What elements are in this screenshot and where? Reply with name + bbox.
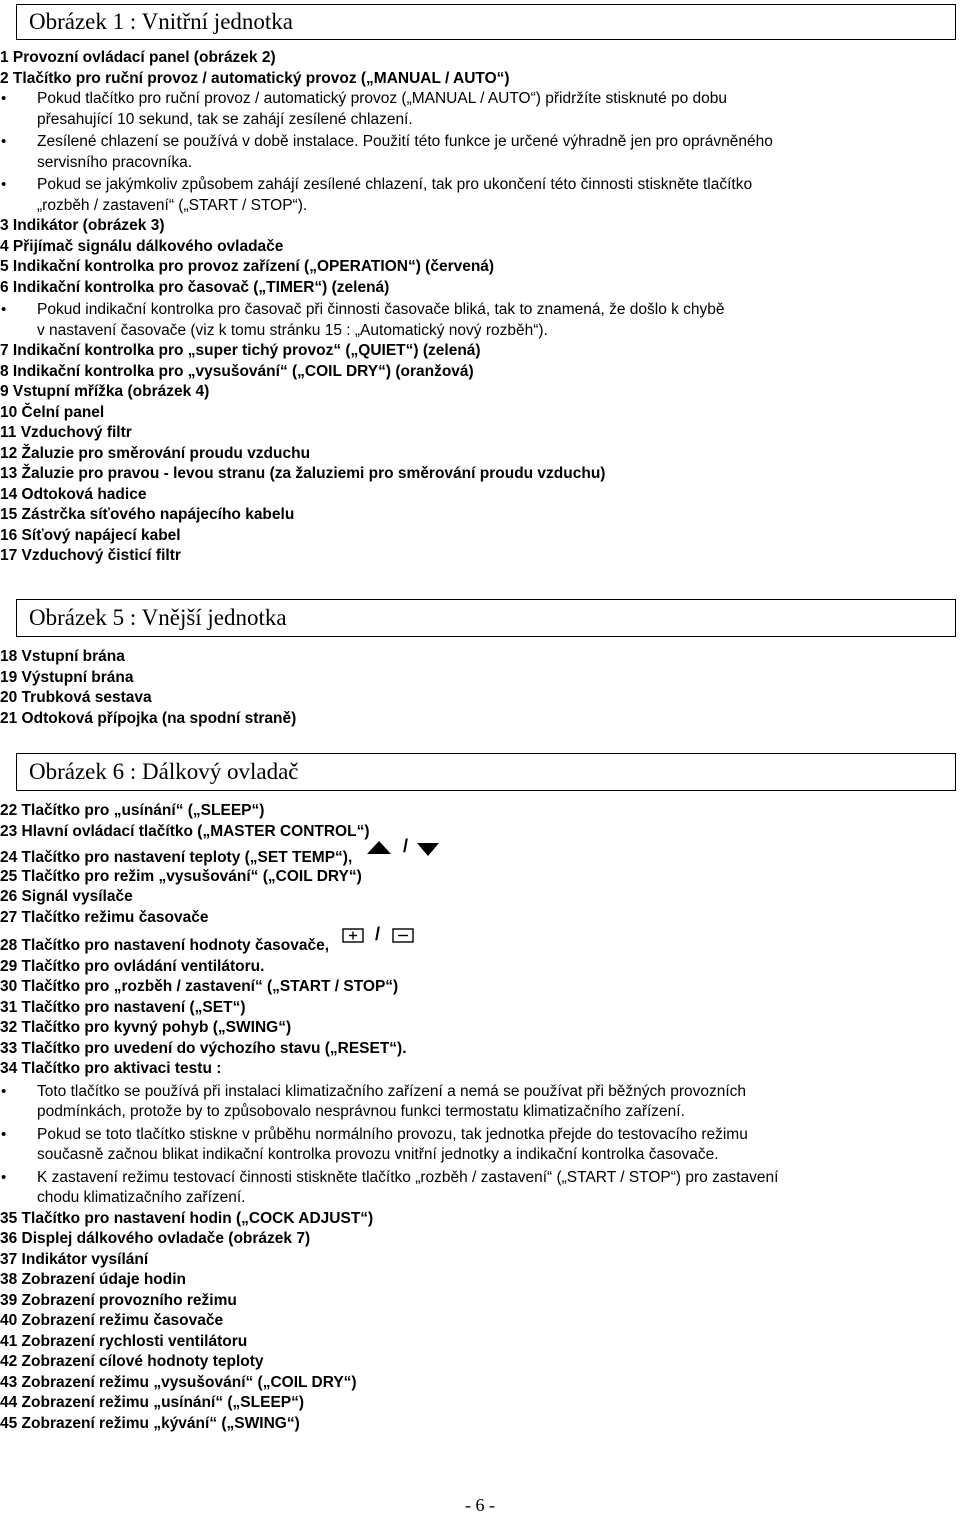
list-item: 39 Zobrazení provozního režimu <box>0 1291 237 1309</box>
bullet-item <box>0 1168 960 1209</box>
bullet-item <box>0 1082 960 1123</box>
list-item: 4 Přijímač signálu dálkového ovladače <box>0 237 284 255</box>
bullet-text: „rozběh / zastavení“ („START / STOP“). <box>37 196 308 214</box>
bullet-text: v nastavení časovače (viz k tomu stránku 15 : „Automatický nový rozběh“). <box>37 321 548 339</box>
list-item: 10 Čelní panel <box>0 403 105 421</box>
list-item: 35 Tlačítko pro nastavení hodin („COCK ADJUST“) <box>0 1209 374 1227</box>
list-item: 26 Signál vysílače <box>0 888 133 905</box>
list-item: 1 Provozní ovládací panel (obrázek 2) <box>0 49 276 66</box>
remote-control-list <box>0 801 960 1434</box>
section-heading-outdoor-unit <box>16 599 956 637</box>
temp-up-down-icon <box>365 838 441 860</box>
list-item: 5 Indikační kontrolka pro provoz zařízení („OPERATION“) (červená) <box>0 258 495 275</box>
bullet-icon: • <box>1 301 7 318</box>
bullet-icon: • <box>1 176 7 193</box>
section-title: Obrázek 6 : Dálkový ovladač <box>29 759 299 784</box>
bullet-icon: • <box>1 1082 7 1100</box>
list-item <box>0 924 960 957</box>
list-item: 18 Vstupní brána <box>0 648 125 665</box>
bullet-icon: • <box>1 1168 7 1186</box>
list-item <box>0 837 960 869</box>
section-title: Obrázek 5 : Vnější jednotka <box>29 605 287 630</box>
timer-icons <box>341 925 419 954</box>
list-item: 21 Odtoková přípojka (na spodní straně) <box>0 709 297 727</box>
list-item: 41 Zobrazení rychlosti ventilátoru <box>0 1332 248 1350</box>
list-item: 42 Zobrazení cílové hodnoty teploty <box>0 1353 264 1370</box>
bullet-text: Pokud se jakýmkoliv způsobem zahájí zesílené chlazení, tak pro ukončení této činnosti stiskněte tlačítko <box>37 176 753 193</box>
list-item: 45 Zobrazení režimu „kývání“ („SWING“) <box>0 1414 300 1432</box>
list-item: 27 Tlačítko režimu časovače <box>0 908 209 926</box>
list-item: 33 Tlačítko pro uvedení do výchozího stavu („RESET“). <box>0 1039 407 1057</box>
list-item: 20 Trubková sestava <box>0 689 152 706</box>
bullet-icon: • <box>1 133 7 150</box>
list-item: 17 Vzduchový čisticí filtr <box>0 547 181 564</box>
list-item: 19 Výstupní brána <box>0 668 134 686</box>
list-item: 23 Hlavní ovládací tlačítko („MASTER CONTROL“) <box>0 822 370 840</box>
list-item: 25 Tlačítko pro režim „vysušování“ („COIL DRY“) <box>0 867 362 885</box>
list-item: 11 Vzduchový filtr <box>0 424 132 441</box>
bullet-item <box>0 175 960 216</box>
temp-icons <box>365 838 441 867</box>
bullet-text: Pokud se toto tlačítko stiskne v průběhu normálního provozu, tak jednotka přejde do testovacího režimu <box>37 1125 748 1143</box>
section-title: Obrázek 1 : Vnitřní jednotka <box>29 9 294 34</box>
bullet-item <box>0 89 960 130</box>
bullet-text: Toto tlačítko se používá při instalaci klimatizačního zařízení a nemá se používat při běžných provozních <box>37 1082 747 1100</box>
list-item: 15 Zástrčka síťového napájecího kabelu <box>0 506 295 523</box>
list-item: 34 Tlačítko pro aktivaci testu : <box>0 1060 222 1077</box>
list-item: 36 Displej dálkového ovladače (obrázek 7) <box>0 1230 311 1247</box>
list-item-text: 24 Tlačítko pro nastavení teploty („SET TEMP“), <box>0 849 353 866</box>
section-heading-remote-control <box>16 753 956 791</box>
list-item: 7 Indikační kontrolka pro „super tichý provoz“ („QUIET“) (zelená) <box>0 342 481 359</box>
list-item: 2 Tlačítko pro ruční provoz / automatický provoz („MANUAL / AUTO“) <box>0 69 510 87</box>
page-number: - 6 - <box>465 1495 495 1515</box>
bullet-text: Pokud indikační kontrolka pro časovač při činnosti časovače bliká, tak to znamená, že došlo k chybě <box>37 301 725 318</box>
svg-text:/: / <box>375 924 381 944</box>
bullet-text: Zesílené chlazení se používá v době instalace. Použití této funkce je určené výhradně jen pro oprávněného <box>37 133 773 150</box>
list-item: 43 Zobrazení režimu „vysušování“ („COIL DRY“) <box>0 1373 357 1391</box>
bullet-item <box>0 1125 960 1166</box>
list-item: 8 Indikační kontrolka pro „vysušování“ („COIL DRY“) (oranžová) <box>0 362 474 380</box>
bullet-item <box>0 132 960 173</box>
list-item: 30 Tlačítko pro „rozběh / zastavení“ („START / STOP“) <box>0 978 399 995</box>
bullet-text: současně začnou blikat indikační kontrolka provozu vnitřní jednotky a indikační kontrolka časovače. <box>37 1146 719 1163</box>
bullet-text: Pokud tlačítko pro ruční provoz / automatický provoz („MANUAL / AUTO“) přidržíte stisknuté po dobu <box>37 90 728 107</box>
list-item: 6 Indikační kontrolka pro časovač („TIMER“) (zelená) <box>0 278 390 296</box>
bullet-text: podmínkách, protože by to způsobovalo nesprávnou funkci termostatu klimatizačního zařízení. <box>37 1103 685 1120</box>
list-item: 22 Tlačítko pro „usínání“ („SLEEP“) <box>0 802 265 819</box>
list-item: 37 Indikátor vysílání <box>0 1250 149 1268</box>
list-item: 16 Síťový napájecí kabel <box>0 526 181 544</box>
list-item: 13 Žaluzie pro pravou - levou stranu (za žaluziemi pro směrování proudu vzduchu) <box>0 465 606 482</box>
list-item: 14 Odtoková hadice <box>0 485 147 503</box>
bullet-text: K zastavení režimu testovací činnosti stiskněte tlačítko „rozběh / zastavení“ („START / STOP“) pro zastavení <box>37 1168 779 1186</box>
list-item: 38 Zobrazení údaje hodin <box>0 1271 187 1288</box>
bullet-item <box>0 300 960 341</box>
section-heading-indoor-unit <box>16 4 956 40</box>
timer-plus-minus-icon <box>341 925 419 947</box>
bullet-text: chodu klimatizačního zařízení. <box>37 1189 246 1206</box>
indoor-unit-list <box>0 48 960 567</box>
list-item: 9 Vstupní mřížka (obrázek 4) <box>0 383 210 400</box>
bullet-text: přesahující 10 sekund, tak se zahájí zesílené chlazení. <box>37 110 413 128</box>
list-item: 3 Indikátor (obrázek 3) <box>0 217 165 234</box>
list-item: 31 Tlačítko pro nastavení („SET“) <box>0 998 246 1016</box>
bullet-text: servisního pracovníka. <box>37 153 193 171</box>
list-item: 12 Žaluzie pro směrování proudu vzduchu <box>0 444 311 462</box>
bullet-icon: • <box>1 90 7 107</box>
bullet-icon: • <box>1 1125 7 1143</box>
list-item: 40 Zobrazení režimu časovače <box>0 1312 224 1329</box>
slash-glyph: / <box>402 837 408 856</box>
outdoor-unit-list <box>0 647 960 729</box>
list-item: 29 Tlačítko pro ovládání ventilátoru. <box>0 957 265 975</box>
list-item: 44 Zobrazení režimu „usínání“ („SLEEP“) <box>0 1394 305 1411</box>
list-item-text: 28 Tlačítko pro nastavení hodnoty časovače, <box>0 937 330 954</box>
list-item: 32 Tlačítko pro kyvný pohyb („SWING“) <box>0 1019 292 1036</box>
